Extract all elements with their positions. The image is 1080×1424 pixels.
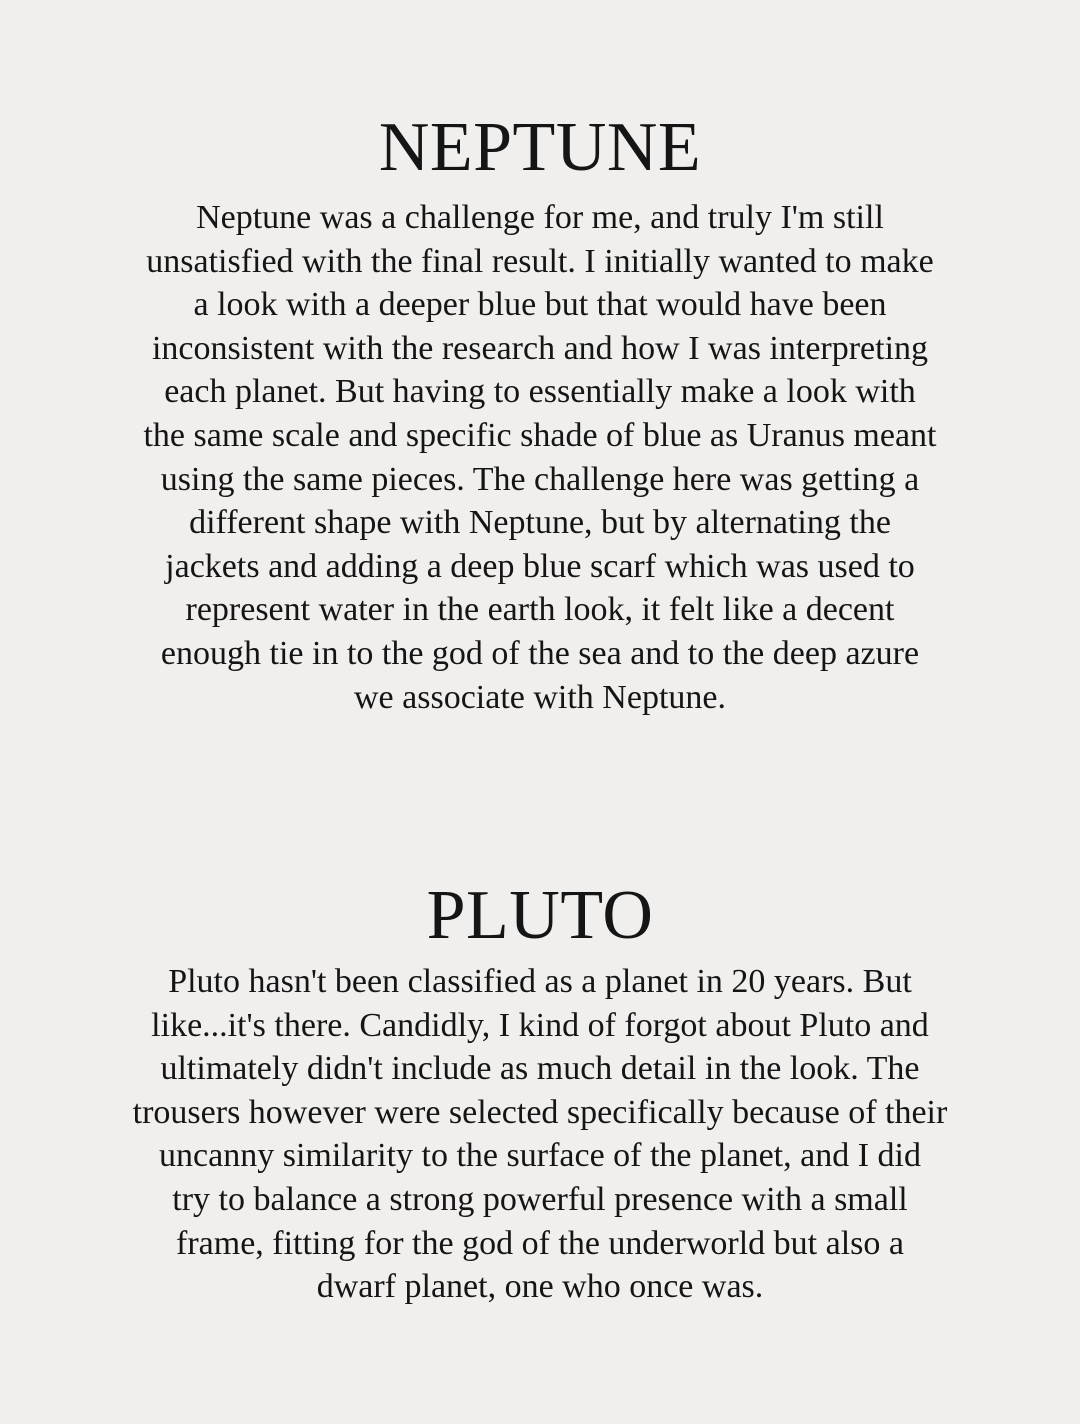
pluto-section	[0, 878, 1080, 1309]
neptune-line: we associate with Neptune.	[354, 678, 726, 716]
neptune-line: enough tie in to the god of the sea and to the deep azure	[160, 634, 920, 672]
neptune-line: different shape with Neptune, but by alternating the	[189, 504, 891, 542]
neptune-section	[0, 110, 1080, 719]
neptune-line: the same scale and specific shade of blue as Uranus meant	[143, 416, 937, 454]
pluto-line: uncanny similarity to the surface of the planet, and I did	[159, 1137, 921, 1175]
neptune-line: unsatisfied with the final result. I initially wanted to make	[146, 242, 934, 280]
neptune-line: a look with a deeper blue but that would have been	[193, 286, 887, 324]
neptune-line: using the same pieces. The challenge here was getting a	[160, 460, 920, 498]
pluto-line: dwarf planet, one who once was.	[316, 1268, 764, 1306]
pluto-line: like...it's there. Candidly, I kind of forgot about Pluto and	[151, 1006, 929, 1044]
neptune-line: represent water in the earth look, it felt like a decent	[185, 591, 895, 629]
neptune-line: each planet. But having to essentially make a look with	[164, 373, 916, 411]
neptune-body	[0, 196, 1080, 719]
neptune-heading: NEPTUNE	[378, 109, 702, 186]
pluto-line: ultimately didn't include as much detail in the look. The	[160, 1050, 920, 1088]
neptune-line: jackets and adding a deep blue scarf which was used to	[165, 547, 915, 585]
neptune-line: Neptune was a challenge for me, and truly I'm still	[196, 199, 884, 236]
pluto-line: trousers however were selected specifically because of their	[132, 1093, 948, 1131]
pluto-line: frame, fitting for the god of the underworld but also a	[176, 1224, 904, 1262]
pluto-line: try to balance a strong powerful presence with a small	[172, 1180, 908, 1218]
pluto-heading: PLUTO	[426, 877, 654, 954]
neptune-line: inconsistent with the research and how I was interpreting	[151, 329, 929, 367]
pluto-line: Pluto hasn't been classified as a planet in 20 years. But	[168, 963, 912, 1000]
pluto-body	[0, 960, 1080, 1309]
